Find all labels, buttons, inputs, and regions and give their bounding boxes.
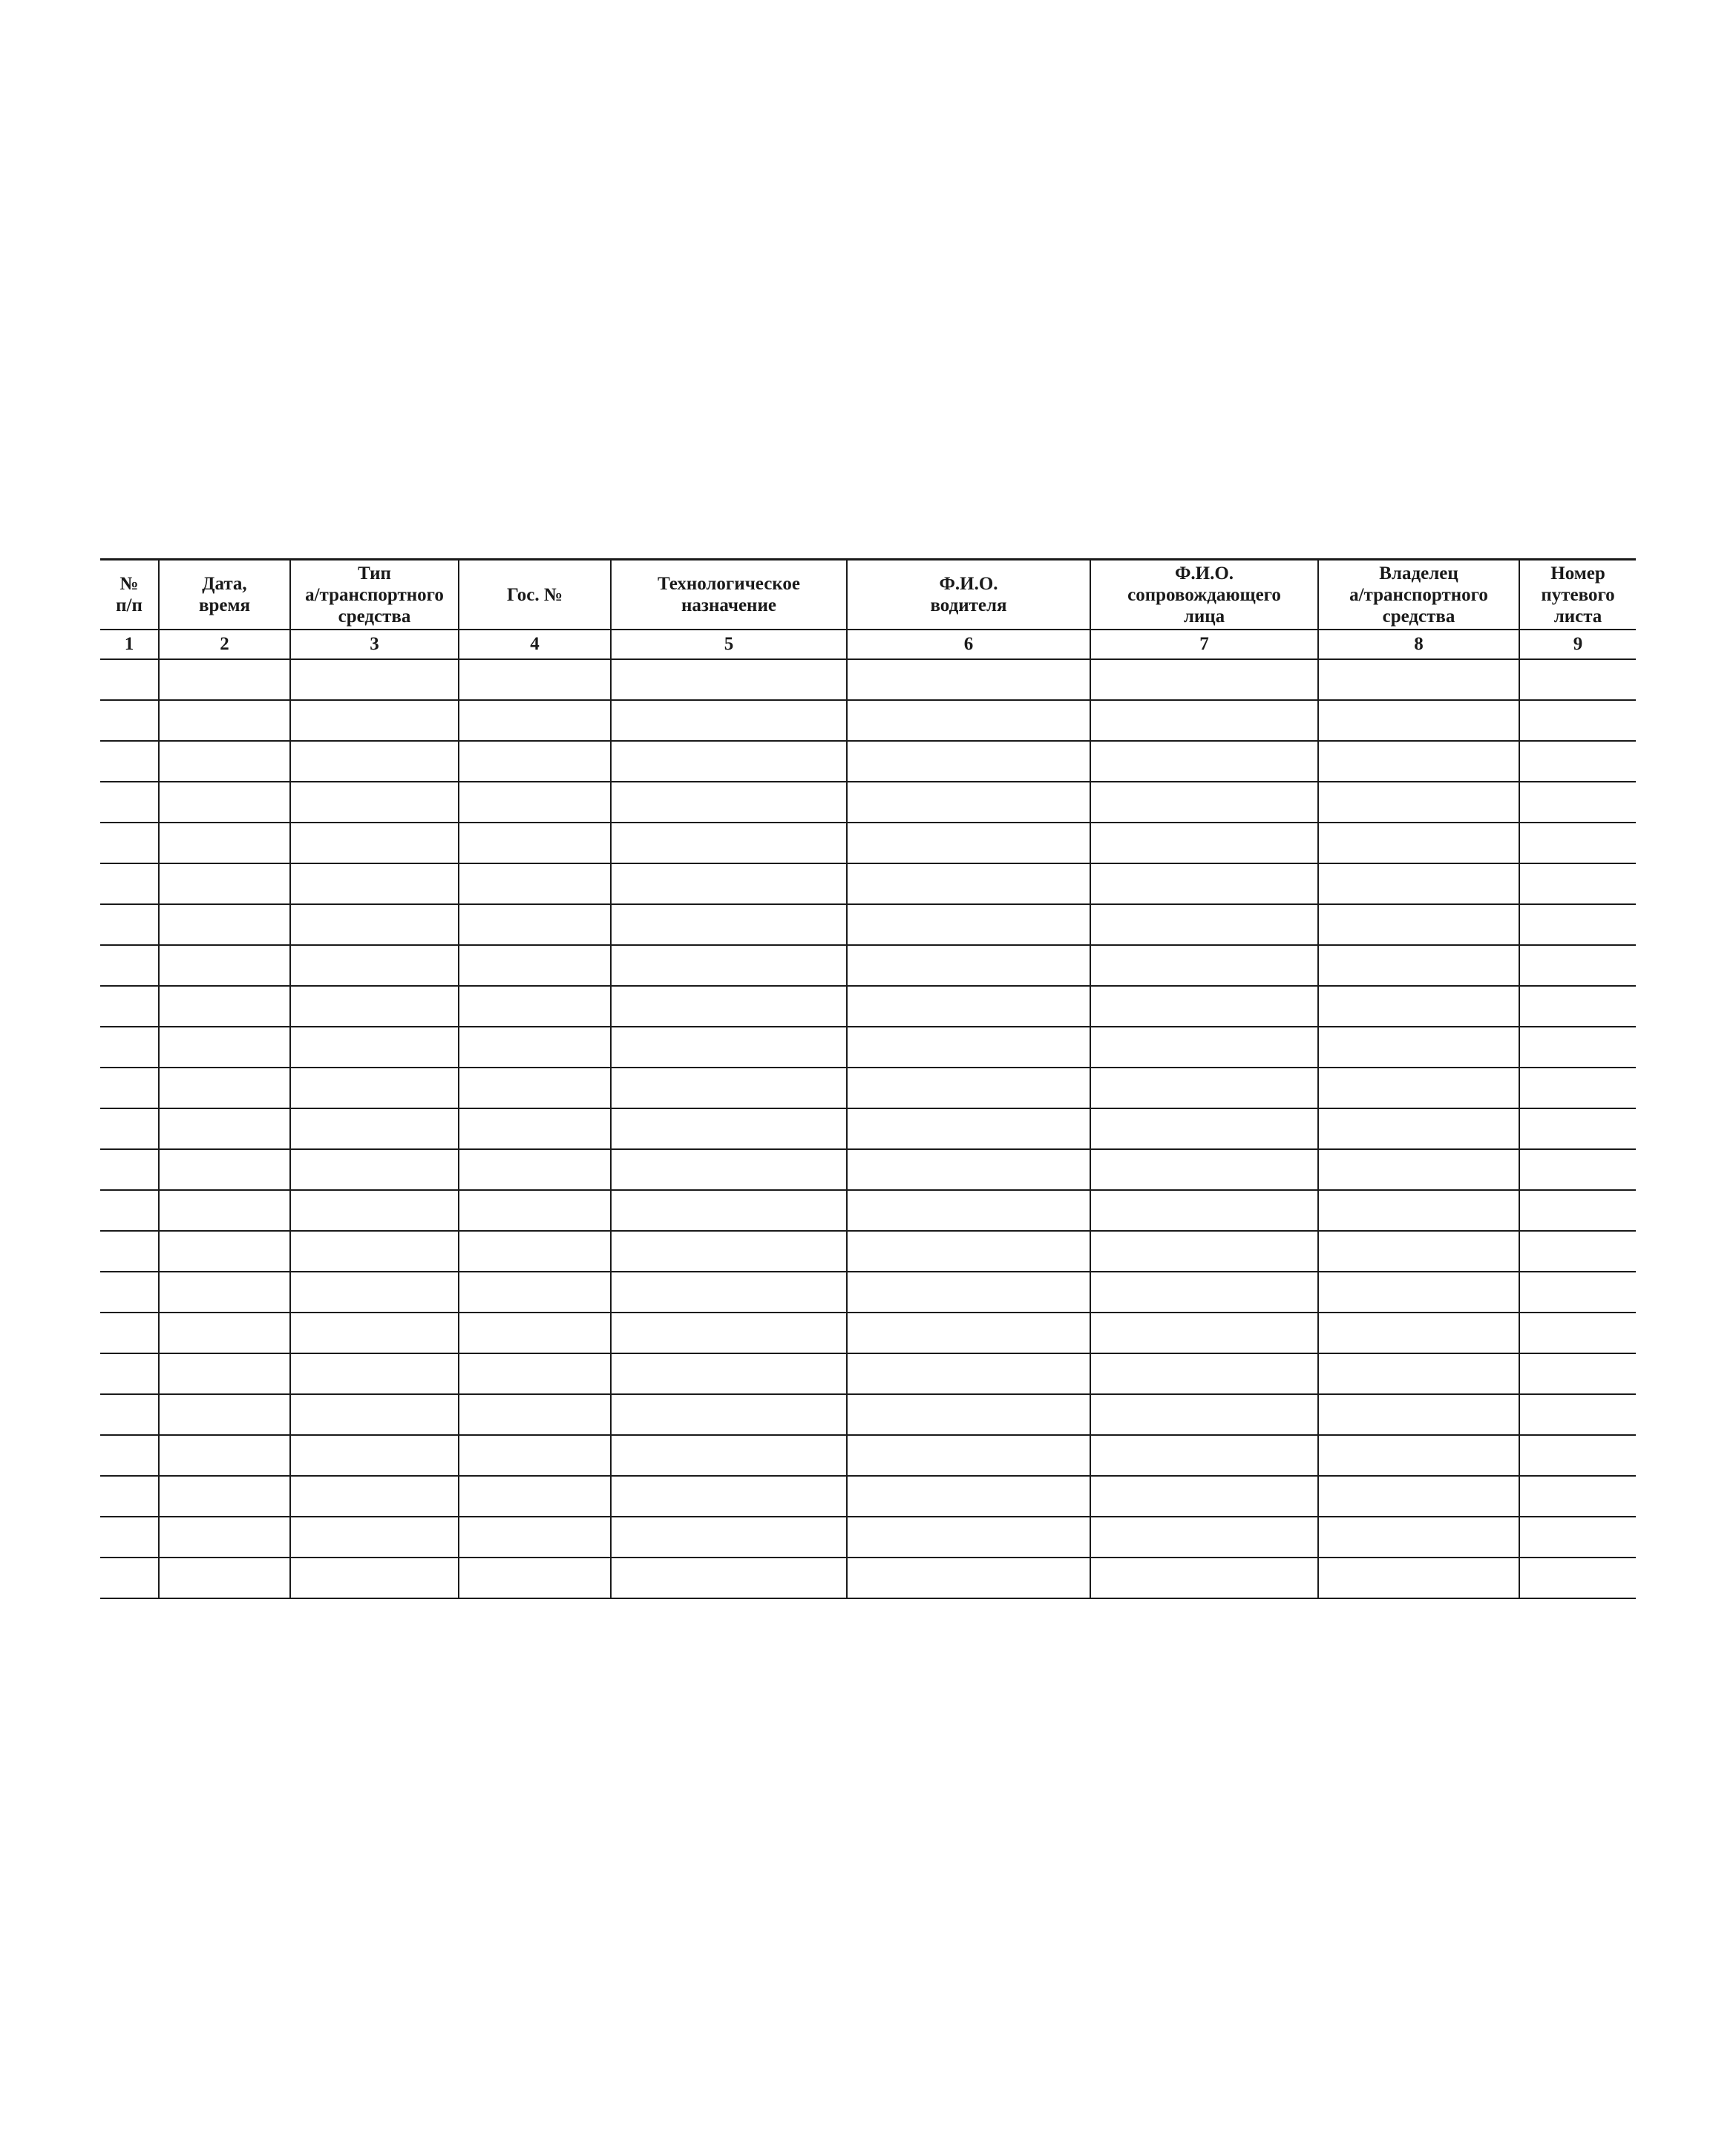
table-cell [459, 1272, 611, 1313]
table-cell [1519, 782, 1636, 823]
table-cell [100, 1272, 159, 1313]
table-cell [290, 1558, 459, 1598]
table-cell [459, 945, 611, 986]
table-cell [847, 1272, 1090, 1313]
table-cell [1090, 700, 1318, 741]
header-cell-driver-name: Ф.И.О. водителя [847, 560, 1090, 630]
table-cell [290, 1435, 459, 1476]
table-cell [611, 1068, 847, 1108]
table-cell [611, 1190, 847, 1231]
table-cell [159, 700, 290, 741]
table-cell [1318, 1558, 1519, 1598]
column-number: 2 [159, 630, 290, 659]
table-cell [100, 1313, 159, 1353]
column-number: 1 [100, 630, 159, 659]
table-cell [847, 945, 1090, 986]
table-cell [459, 741, 611, 782]
table-cell [847, 1394, 1090, 1435]
table-cell [159, 1190, 290, 1231]
table-cell [100, 741, 159, 782]
table-cell [159, 741, 290, 782]
header-cell-datetime: Дата, время [159, 560, 290, 630]
table-cell [1090, 1068, 1318, 1108]
table-cell [847, 700, 1090, 741]
table-cell [459, 1394, 611, 1435]
table-row [100, 904, 1636, 945]
table-cell [290, 741, 459, 782]
table-row [100, 1476, 1636, 1517]
table-cell [100, 1149, 159, 1190]
table-cell [290, 863, 459, 904]
table-cell [611, 700, 847, 741]
table-row [100, 1313, 1636, 1353]
table-cell [290, 945, 459, 986]
table-cell [459, 904, 611, 945]
table-cell [100, 1435, 159, 1476]
table-cell [1318, 1272, 1519, 1313]
table-cell [159, 1313, 290, 1353]
table-cell [290, 782, 459, 823]
table-cell [459, 1313, 611, 1353]
column-number: 6 [847, 630, 1090, 659]
table-cell [1318, 1231, 1519, 1272]
table-cell [611, 904, 847, 945]
table-cell [1519, 1149, 1636, 1190]
table-cell [1090, 863, 1318, 904]
table-cell [1519, 1476, 1636, 1517]
table-cell [611, 741, 847, 782]
table-cell [1090, 823, 1318, 863]
table-cell [100, 945, 159, 986]
column-number: 8 [1318, 630, 1519, 659]
table-cell [1318, 1435, 1519, 1476]
table-cell [100, 1558, 159, 1598]
table-cell [1519, 1027, 1636, 1068]
table-cell [100, 782, 159, 823]
table-cell [159, 1108, 290, 1149]
table-cell [459, 1517, 611, 1558]
table-row [100, 1108, 1636, 1149]
header-row [100, 560, 1636, 630]
table-cell [611, 863, 847, 904]
table-cell [611, 1027, 847, 1068]
table-cell [1318, 823, 1519, 863]
table-cell [100, 1353, 159, 1394]
table-cell [159, 659, 290, 700]
table-cell [1318, 741, 1519, 782]
table-cell [611, 1435, 847, 1476]
table-cell [1318, 1027, 1519, 1068]
table-cell [159, 1517, 290, 1558]
table-cell [611, 1394, 847, 1435]
table-cell [1519, 1068, 1636, 1108]
table-cell [847, 1435, 1090, 1476]
table-cell [1318, 1313, 1519, 1353]
table-cell [459, 823, 611, 863]
table-row [100, 823, 1636, 863]
table-cell [1519, 986, 1636, 1027]
table-cell [159, 1027, 290, 1068]
table-cell [1090, 986, 1318, 1027]
table-cell [1318, 1353, 1519, 1394]
table-cell [1519, 904, 1636, 945]
table-cell [100, 986, 159, 1027]
table-cell [1090, 1517, 1318, 1558]
table-cell [611, 1231, 847, 1272]
table-row [100, 945, 1636, 986]
table-cell [1090, 945, 1318, 986]
table-cell [611, 1149, 847, 1190]
table-cell [100, 904, 159, 945]
table-cell [100, 1517, 159, 1558]
table-cell [1519, 1517, 1636, 1558]
table-cell [847, 1108, 1090, 1149]
table-cell [611, 1108, 847, 1149]
table-cell [847, 1313, 1090, 1353]
table-cell [459, 782, 611, 823]
table-cell [459, 659, 611, 700]
table-cell [159, 1476, 290, 1517]
table-cell [1090, 1190, 1318, 1231]
table-cell [1519, 659, 1636, 700]
table-cell [459, 1353, 611, 1394]
table-cell [847, 1190, 1090, 1231]
table-cell [847, 1476, 1090, 1517]
table-cell [847, 1231, 1090, 1272]
table-row [100, 782, 1636, 823]
table-cell [1318, 904, 1519, 945]
table-cell [1318, 1394, 1519, 1435]
table-cell [1090, 904, 1318, 945]
table-cell [159, 823, 290, 863]
table-cell [290, 1231, 459, 1272]
table-cell [290, 1272, 459, 1313]
table-cell [100, 1231, 159, 1272]
table-cell [847, 986, 1090, 1027]
table-cell [459, 1435, 611, 1476]
column-number: 4 [459, 630, 611, 659]
table-cell [1519, 1108, 1636, 1149]
table-cell [1519, 1353, 1636, 1394]
table-cell [611, 1558, 847, 1598]
table-cell [1318, 1068, 1519, 1108]
column-number: 3 [290, 630, 459, 659]
table-cell [290, 904, 459, 945]
table-cell [1519, 1558, 1636, 1598]
table-cell [1318, 863, 1519, 904]
table-cell [459, 1068, 611, 1108]
table-cell [847, 863, 1090, 904]
table-cell [459, 1190, 611, 1231]
table-cell [100, 1027, 159, 1068]
table-cell [1090, 1231, 1318, 1272]
table-cell [847, 659, 1090, 700]
table-cell [611, 782, 847, 823]
table-cell [459, 700, 611, 741]
table-cell [1090, 1476, 1318, 1517]
table-cell [847, 741, 1090, 782]
table-row [100, 1190, 1636, 1231]
table-cell [159, 1272, 290, 1313]
table-cell [1318, 1476, 1519, 1517]
table-cell [290, 659, 459, 700]
table-row [100, 1353, 1636, 1394]
table-cell [1318, 659, 1519, 700]
table-cell [611, 1272, 847, 1313]
table-cell [100, 1190, 159, 1231]
column-number: 9 [1519, 630, 1636, 659]
table-cell [1519, 1394, 1636, 1435]
table-cell [459, 1149, 611, 1190]
table-cell [1318, 945, 1519, 986]
table-cell [159, 1558, 290, 1598]
table-cell [847, 1353, 1090, 1394]
table-cell [611, 1476, 847, 1517]
table-cell [1519, 863, 1636, 904]
table-cell [100, 700, 159, 741]
table-cell [611, 945, 847, 986]
table-cell [1090, 1353, 1318, 1394]
table-cell [100, 1394, 159, 1435]
table-cell [847, 1517, 1090, 1558]
table-cell [1318, 782, 1519, 823]
table-cell [847, 904, 1090, 945]
table-cell [290, 1517, 459, 1558]
table-cell [1519, 1231, 1636, 1272]
table-cell [290, 1476, 459, 1517]
journal-table [100, 558, 1636, 1599]
table-cell [459, 863, 611, 904]
table-cell [1090, 1149, 1318, 1190]
table-row [100, 741, 1636, 782]
table-cell [159, 1353, 290, 1394]
table-cell [290, 986, 459, 1027]
table-row [100, 700, 1636, 741]
table-cell [1318, 700, 1519, 741]
table-cell [1519, 1313, 1636, 1353]
table-row [100, 659, 1636, 700]
table-cell [611, 1313, 847, 1353]
table-cell [290, 1190, 459, 1231]
table-cell [290, 1108, 459, 1149]
table-cell [290, 700, 459, 741]
table-cell [290, 1313, 459, 1353]
table-cell [459, 1476, 611, 1517]
table-row [100, 986, 1636, 1027]
table-cell [1090, 1027, 1318, 1068]
column-number: 7 [1090, 630, 1318, 659]
table-cell [611, 986, 847, 1027]
table-cell [1519, 1190, 1636, 1231]
header-cell-waybill-number: Номер путевого листа [1519, 560, 1636, 630]
table-cell [1519, 823, 1636, 863]
table-cell [611, 1353, 847, 1394]
table-cell [1090, 741, 1318, 782]
table-cell [100, 823, 159, 863]
table-cell [290, 1068, 459, 1108]
table-cell [1090, 1435, 1318, 1476]
table-cell [1519, 1272, 1636, 1313]
table-row [100, 1558, 1636, 1598]
table-cell [1090, 782, 1318, 823]
table-cell [1519, 741, 1636, 782]
table-body [100, 659, 1636, 1598]
table-cell [159, 904, 290, 945]
column-number: 5 [611, 630, 847, 659]
table-row [100, 1435, 1636, 1476]
table-cell [459, 1027, 611, 1068]
table-row [100, 863, 1636, 904]
table-cell [459, 1108, 611, 1149]
table-cell [100, 1476, 159, 1517]
table-cell [1318, 1517, 1519, 1558]
table-cell [1090, 659, 1318, 700]
table-cell [290, 823, 459, 863]
table-cell [100, 863, 159, 904]
table-cell [1090, 1108, 1318, 1149]
table-cell [459, 986, 611, 1027]
header-cell-plate-number: Гос. № [459, 560, 611, 630]
table-row [100, 1517, 1636, 1558]
table-cell [290, 1027, 459, 1068]
header-cell-purpose: Технологическое назначение [611, 560, 847, 630]
table-cell [159, 1149, 290, 1190]
table-cell [159, 945, 290, 986]
table-cell [159, 1068, 290, 1108]
table-cell [159, 1394, 290, 1435]
table-cell [1318, 986, 1519, 1027]
table-row [100, 1272, 1636, 1313]
table-cell [1519, 1435, 1636, 1476]
table-row [100, 1394, 1636, 1435]
table-cell [159, 863, 290, 904]
table-cell [1318, 1149, 1519, 1190]
table-cell [847, 1149, 1090, 1190]
table-cell [159, 782, 290, 823]
table-cell [847, 1027, 1090, 1068]
table-cell [100, 1068, 159, 1108]
table-row [100, 1149, 1636, 1190]
table-cell [847, 1558, 1090, 1598]
table-cell [611, 659, 847, 700]
table-cell [290, 1353, 459, 1394]
table-cell [847, 1068, 1090, 1108]
header-cell-vehicle-owner: Владелец а/транспортного средства [1318, 560, 1519, 630]
table-cell [1318, 1108, 1519, 1149]
table-cell [611, 1517, 847, 1558]
table-cell [459, 1231, 611, 1272]
table-cell [159, 1435, 290, 1476]
table-cell [290, 1149, 459, 1190]
table-cell [100, 1108, 159, 1149]
table-cell [159, 986, 290, 1027]
table-cell [1090, 1558, 1318, 1598]
table-cell [611, 823, 847, 863]
table-cell [1519, 700, 1636, 741]
table-row [100, 1068, 1636, 1108]
table-cell [1090, 1272, 1318, 1313]
header-cell-escort-name: Ф.И.О. сопровождающего лица [1090, 560, 1318, 630]
header-cell-number: № п/п [100, 560, 159, 630]
table-cell [847, 782, 1090, 823]
table-cell [159, 1231, 290, 1272]
table-cell [847, 823, 1090, 863]
table-cell [459, 1558, 611, 1598]
table-cell [290, 1394, 459, 1435]
header-cell-vehicle-type: Тип а/транспортного средства [290, 560, 459, 630]
table-cell [100, 659, 159, 700]
table-row [100, 1231, 1636, 1272]
table-cell [1090, 1313, 1318, 1353]
table-row [100, 1027, 1636, 1068]
table-cell [1519, 945, 1636, 986]
column-number-row [100, 630, 1636, 659]
table-cell [1318, 1190, 1519, 1231]
table-cell [1090, 1394, 1318, 1435]
